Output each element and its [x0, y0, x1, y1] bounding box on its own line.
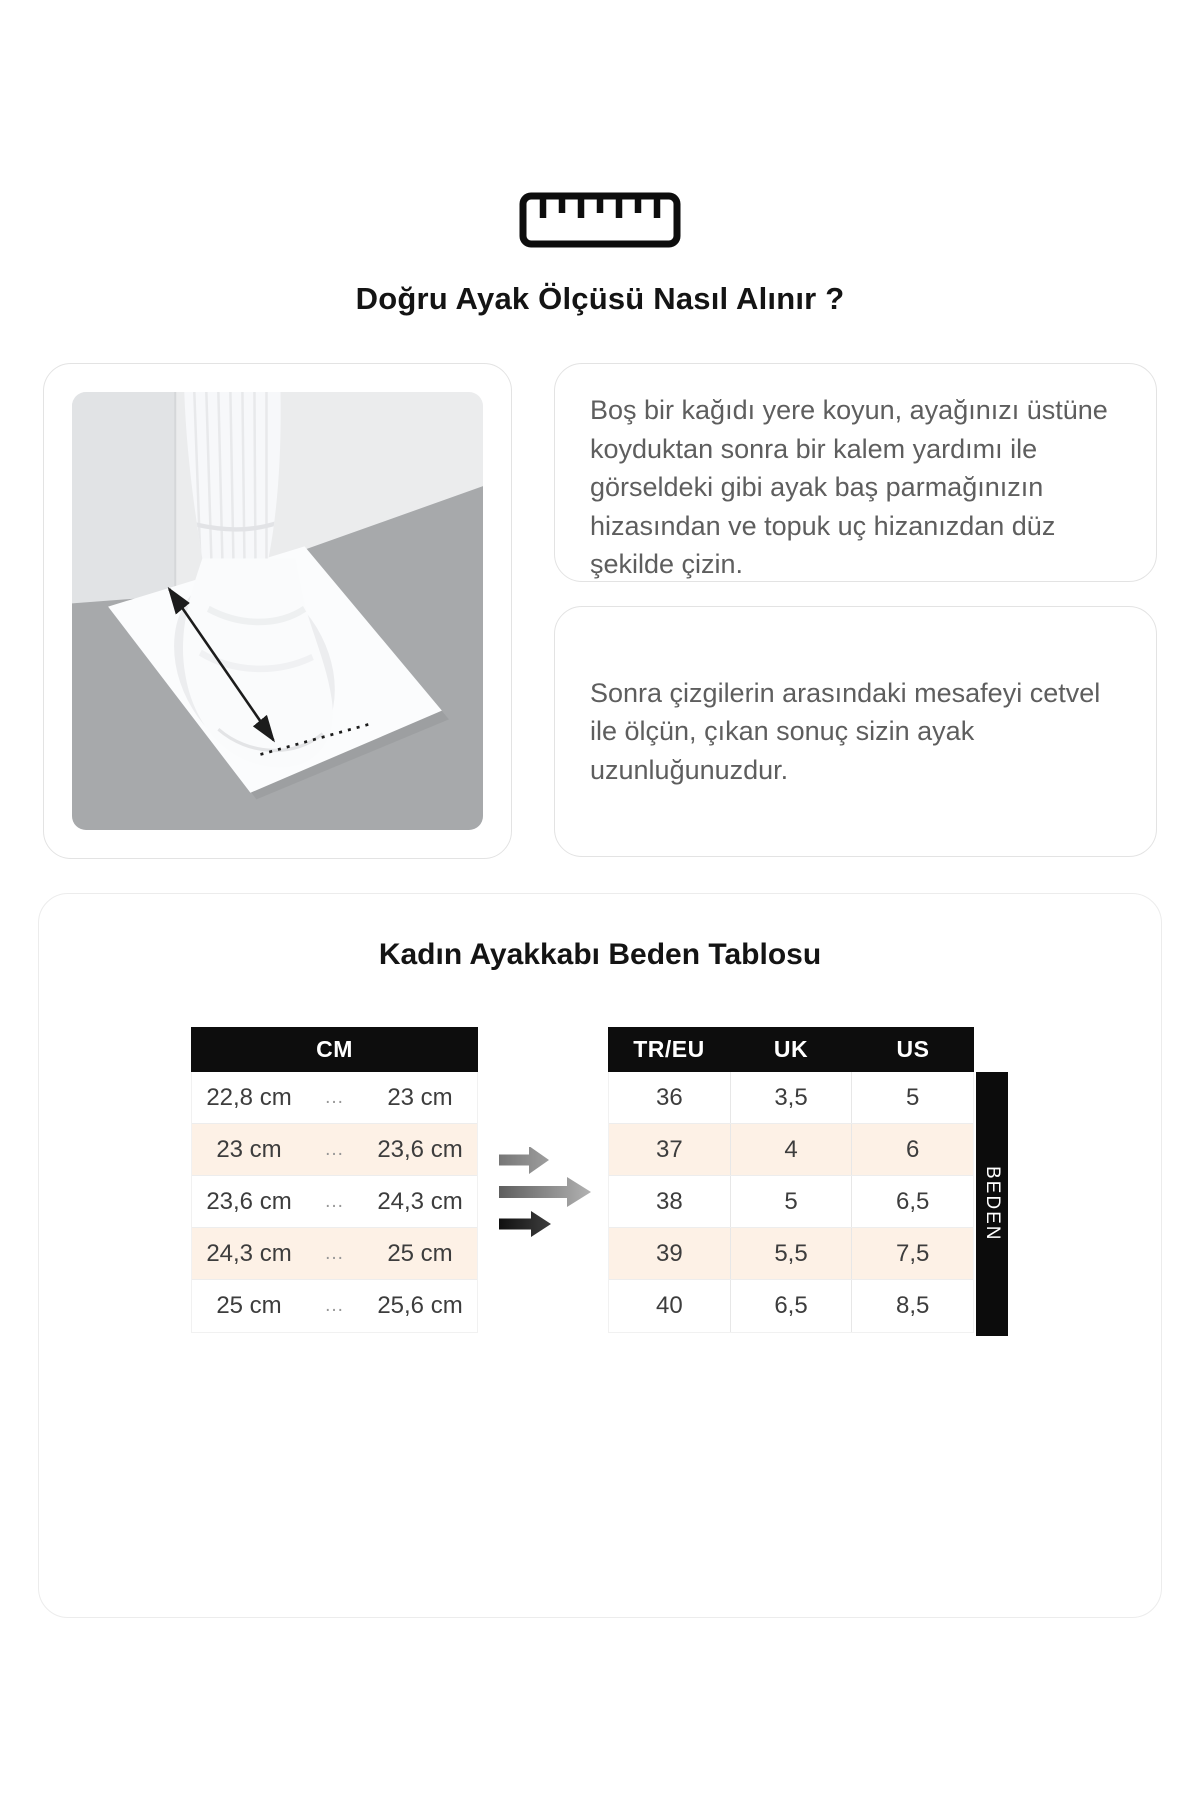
foot-measurement-photo [72, 392, 483, 830]
cm-table-header: CM [191, 1027, 478, 1072]
tr-eu-value: 38 [609, 1176, 731, 1227]
us-value: 8,5 [895, 1292, 930, 1319]
uk-value: 3,5 [731, 1072, 853, 1123]
range-dots: ... [325, 1242, 344, 1264]
cm-max: 23,6 cm [377, 1135, 463, 1163]
cm-table [191, 1027, 478, 1333]
size-table-body [608, 1072, 974, 1333]
tr-eu-value: 40 [609, 1280, 731, 1332]
us-value: 5 [906, 1083, 920, 1111]
foot-measurement-photo-card [43, 363, 512, 859]
cm-row [192, 1124, 477, 1176]
us-value: 6 [906, 1135, 920, 1163]
cm-min: 22,8 cm [206, 1083, 292, 1111]
cm-table-body [191, 1072, 478, 1333]
ruler-icon-wrap [0, 0, 1200, 253]
cm-max: 25,6 cm [377, 1292, 463, 1319]
cm-max: 25 cm [387, 1239, 453, 1267]
us-value: 6,5 [895, 1187, 930, 1215]
cm-min: 24,3 cm [206, 1239, 292, 1267]
uk-value: 5 [731, 1176, 853, 1227]
cm-min: 23 cm [216, 1135, 282, 1163]
cm-min: 23,6 cm [206, 1187, 292, 1215]
ruler-icon [519, 192, 681, 248]
size-row [609, 1176, 973, 1228]
size-chart-card [38, 893, 1162, 1618]
range-dots: ... [325, 1086, 344, 1108]
size-chart-title: Kadın Ayakkabı Beden Tablosu [378, 938, 822, 971]
size-conversion-table [608, 1027, 974, 1333]
uk-value: 5,5 [731, 1228, 853, 1279]
tr-eu-value: 39 [609, 1228, 731, 1279]
header-tr-eu: TR/EU [608, 1027, 730, 1072]
cm-row [192, 1176, 477, 1228]
step-2-text: Sonra çizgilerin arasındaki mesafeyi cetvel ile ölçün, çıkan sonuç sizin ayak uzunluğunuzdur. [590, 677, 1101, 785]
size-row [609, 1124, 973, 1176]
size-table-header-row [608, 1027, 974, 1072]
beden-label: BEDEN [982, 1166, 1003, 1242]
us-value: 7,5 [895, 1239, 930, 1267]
header-uk: UK [730, 1027, 852, 1072]
cm-max: 24,3 cm [377, 1187, 463, 1215]
beden-side-bar [976, 1072, 1008, 1336]
step-2-card [554, 606, 1157, 857]
howto-section [43, 363, 1157, 859]
cm-row [192, 1228, 477, 1280]
header-us: US [852, 1027, 974, 1072]
cm-row [192, 1280, 477, 1332]
range-dots: ... [325, 1138, 344, 1160]
range-dots: ... [325, 1190, 344, 1212]
uk-value: 6,5 [731, 1280, 853, 1332]
cm-min: 25 cm [216, 1292, 282, 1319]
cm-max: 23 cm [387, 1083, 453, 1111]
arrows-right-icon [499, 1147, 591, 1242]
tr-eu-value: 36 [609, 1072, 731, 1123]
size-row [609, 1228, 973, 1280]
size-row [609, 1280, 973, 1332]
size-tables [191, 1027, 1161, 1336]
page-title: Doğru Ayak Ölçüsü Nasıl Alınır ? [355, 281, 845, 316]
range-dots: ... [325, 1295, 344, 1316]
cm-row [192, 1072, 477, 1124]
tr-eu-value: 37 [609, 1124, 731, 1175]
uk-value: 4 [731, 1124, 853, 1175]
step-1-text: Boş bir kağıdı yere koyun, ayağınızı üstüne koyduktan sonra bir kalem yardımı ile görseldeki gibi ayak baş parmağınızın hizasından ve topuk uç hizanızdan düz şekilde çizin. [590, 395, 1108, 579]
size-row [609, 1072, 973, 1124]
step-1-card [554, 363, 1157, 582]
howto-steps [554, 363, 1157, 859]
